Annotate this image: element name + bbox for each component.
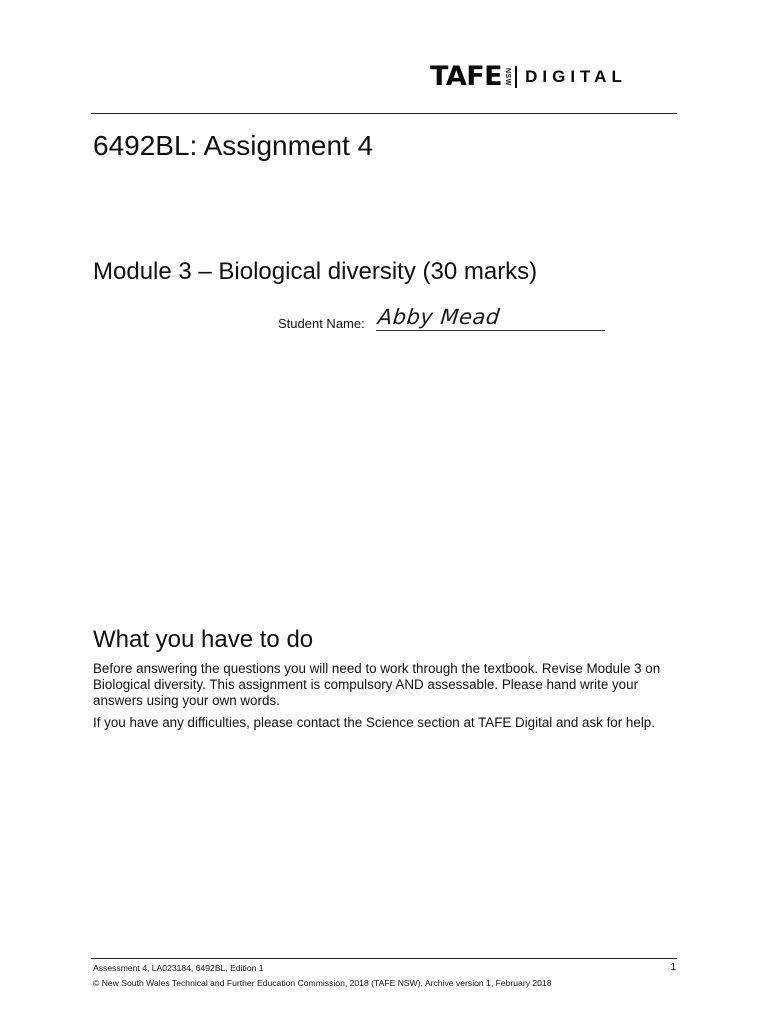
logo-tafe-text: TAFE xyxy=(430,61,503,92)
instructions-heading: What you have to do xyxy=(93,626,314,653)
module-heading: Module 3 – Biological diversity (30 marks) xyxy=(93,258,538,285)
logo-digital-text: DIGITAL xyxy=(525,67,627,86)
logo-nsw-text: NSW xyxy=(504,68,512,86)
page-number: 1 xyxy=(670,962,676,973)
footer-copyright: © New South Wales Technical and Further Education Commission, 2018 (TAFE NSW), Archive version 1, February 2018 xyxy=(93,978,552,988)
footer-divider xyxy=(91,958,677,959)
logo-separator xyxy=(515,66,517,88)
footer-reference: Assessment 4, LA023184, 6492BL, Edition 1 xyxy=(93,963,264,973)
tafe-digital-logo xyxy=(430,62,627,92)
header-divider xyxy=(91,113,677,114)
student-name-label: Student Name: xyxy=(278,316,365,331)
help-paragraph: If you have any difficulties, please contact the Science section at TAFE Digital and ask for help. xyxy=(93,715,655,730)
student-name-handwritten-value: Abby Mead xyxy=(376,305,502,329)
instructions-paragraph: Before answering the questions you will need to work through the textbook. Revise Module 3 on Biological diversity. This assignment is compulsory AND assessable. Please hand write your answers using your own words. xyxy=(93,661,661,708)
document-title: 6492BL: Assignment 4 xyxy=(93,130,374,161)
student-name-field xyxy=(278,306,608,336)
